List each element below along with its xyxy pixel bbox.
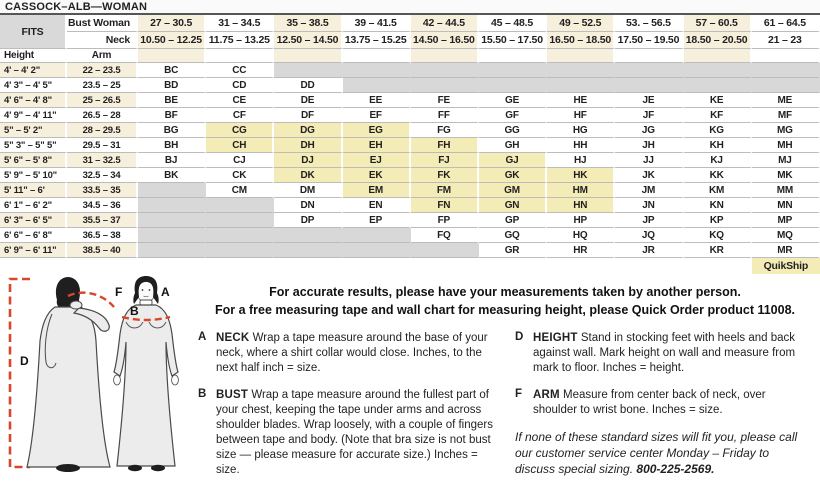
arm-range-cell: 22 – 23.5 [67,63,138,78]
size-code-cell: GE [479,93,547,108]
size-table-row [0,108,820,123]
size-code-cell: EM [343,183,411,198]
size-code-cell: FH [411,138,479,153]
quikship-legend: QuikShip [752,258,820,274]
bust-header-row [0,15,820,32]
column-stripe-cell [138,49,206,63]
arm-range-cell: 34.5 – 36 [67,198,138,213]
size-code-cell: CF [206,108,274,123]
column-stripe-cell [479,49,547,63]
size-code-cell: FJ [411,153,479,168]
size-code-cell: MP [752,213,820,228]
size-table-row [0,198,820,213]
unavailable-cell [343,63,411,78]
size-code-cell: HK [547,168,615,183]
intro-line-2: For a free measuring tape and wall chart for measuring height, please Quick Order product 11008. [214,302,796,317]
bust-range-cell: 45 – 48.5 [479,15,547,32]
size-code-cell: EP [343,213,411,228]
instruction-term: ARM [533,388,560,401]
neck-header-row [0,32,820,49]
column-stripe-cell [615,49,683,63]
instruction-term: NECK [216,332,250,344]
size-code-cell: EN [343,198,411,213]
unavailable-cell [274,63,342,78]
size-code-cell: DN [274,198,342,213]
neck-row-label: Neck [67,32,138,49]
instruction-letter: B [198,387,207,400]
measuring-section [0,276,820,477]
height-range-cell: 4' – 4' 2" [0,63,67,78]
instructions-column [196,276,820,477]
size-code-cell: CD [206,78,274,93]
size-code-cell: FP [411,213,479,228]
size-code-cell: ME [752,93,820,108]
size-code-cell: DM [274,183,342,198]
instruction-letter: F [515,387,523,400]
bust-range-cell: 31 – 34.5 [206,15,274,32]
unavailable-cell [138,213,206,228]
instruction-bust [198,388,495,479]
size-code-cell: JH [615,138,683,153]
bust-range-cell: 53. – 56.5 [615,15,683,32]
size-chart-table [0,15,820,274]
figure-front-hand-left [114,375,121,385]
arm-range-cell: 38.5 – 40 [67,243,138,258]
figure-back-robe [27,307,110,467]
unavailable-cell [138,198,206,213]
size-code-cell: EE [343,93,411,108]
size-code-cell: JM [615,183,683,198]
unavailable-cell [343,78,411,93]
size-code-cell: DH [274,138,342,153]
bust-range-cell: 35 – 38.5 [274,15,342,32]
unavailable-cell [138,183,206,198]
figure-front-eye-right [149,289,151,291]
unavailable-cell [343,228,411,243]
unavailable-cell [206,198,274,213]
bust-row-label: Bust Woman [67,15,138,32]
size-code-cell: MM [752,183,820,198]
size-code-cell: JE [615,93,683,108]
size-code-cell: MH [752,138,820,153]
size-code-cell: HF [547,108,615,123]
instruction-text: Wrap a tape measure around the base of your neck, where a shirt collar would close. Inches, to the next half inch = size. [216,332,488,375]
arm-range-cell: 35.5 – 37 [67,213,138,228]
size-code-cell: JK [615,168,683,183]
label-f: F [115,285,123,299]
bust-range-cell: 39 – 41.5 [343,15,411,32]
special-sizing-text: If none of these standard sizes will fit you, please call our customer service center Monday – Friday to discuss special sizing. [515,429,798,477]
size-code-cell: MK [752,168,820,183]
size-code-cell: JG [615,123,683,138]
height-range-cell: 5' 11" – 6' [0,183,67,198]
unavailable-cell [615,63,683,78]
figure-front-hand-right [172,375,179,385]
size-table-row [0,78,820,93]
size-code-cell: GN [479,198,547,213]
size-code-cell: CJ [206,153,274,168]
height-measure-line [10,279,30,467]
definitions-left-column [198,331,495,482]
size-code-cell: GM [479,183,547,198]
neck-range-cell: 21 – 23 [752,32,820,49]
size-code-cell: KF [684,108,752,123]
height-range-cell: 4' 6" – 4' 8" [0,93,67,108]
quikship-row [0,258,820,274]
size-code-cell: FG [411,123,479,138]
size-code-cell: CM [206,183,274,198]
size-table-row [0,213,820,228]
height-range-cell: 4' 9" – 4' 11" [0,108,67,123]
unavailable-cell [206,243,274,258]
size-code-cell: CE [206,93,274,108]
size-code-cell: HJ [547,153,615,168]
size-code-cell: KM [684,183,752,198]
size-code-cell: MN [752,198,820,213]
measurement-diagram [0,276,196,475]
unavailable-cell [547,78,615,93]
size-code-cell: JF [615,108,683,123]
size-code-cell: HN [547,198,615,213]
size-code-cell: HP [547,213,615,228]
unavailable-cell [684,63,752,78]
unavailable-cell [274,228,342,243]
unavailable-cell [479,63,547,78]
figure-front-foot-left [128,465,142,471]
unavailable-cell [684,78,752,93]
arm-range-cell: 31 – 32.5 [67,153,138,168]
size-code-cell: EJ [343,153,411,168]
unavailable-cell [411,63,479,78]
size-code-cell: EH [343,138,411,153]
size-code-cell: FM [411,183,479,198]
size-table-row [0,93,820,108]
height-range-cell: 4' 3" – 4' 5" [0,78,67,93]
size-code-cell: MJ [752,153,820,168]
size-code-cell: BK [138,168,206,183]
size-code-cell: FE [411,93,479,108]
neck-range-cell: 14.50 – 16.50 [411,32,479,49]
size-code-cell: DP [274,213,342,228]
size-table-row [0,183,820,198]
instruction-text: Measure from center back of neck, over shoulder to wrist bone. Inches = size. [533,388,766,416]
unavailable-cell [547,63,615,78]
size-code-cell: JP [615,213,683,228]
size-code-cell: BE [138,93,206,108]
instruction-text: Wrap a tape measure around the fullest part of your chest, keeping the tape under arms and across shoulder blades. Wrap loosely, with a couple of fingers between tape and body. (Note that bra size is not bust size — please measure for accurate size.) Inches = size. [216,388,494,477]
height-arm-header-row [0,49,820,63]
unavailable-cell [411,243,479,258]
unavailable-cell [479,78,547,93]
size-code-cell: CC [206,63,274,78]
size-code-cell: HH [547,138,615,153]
size-table-row [0,63,820,78]
column-stripe-cell [547,49,615,63]
definitions-right-column [515,331,812,482]
size-code-cell: KG [684,123,752,138]
size-code-cell: MR [752,243,820,258]
neck-range-cell: 10.50 – 12.25 [138,32,206,49]
size-code-cell: GJ [479,153,547,168]
figure-front-view [114,276,179,471]
neck-range-cell: 18.50 – 20.50 [684,32,752,49]
size-code-cell: CH [206,138,274,153]
customer-service-phone: 800-225-2569. [636,462,715,477]
neck-range-cell: 17.50 – 19.50 [615,32,683,49]
unavailable-cell [752,63,820,78]
size-code-cell: GF [479,108,547,123]
size-code-cell: KH [684,138,752,153]
measure-definitions [198,331,812,482]
size-code-cell: KQ [684,228,752,243]
size-code-cell: HR [547,243,615,258]
size-code-cell: GQ [479,228,547,243]
size-table-row [0,168,820,183]
bust-range-cell: 49 – 52.5 [547,15,615,32]
figure-back-feet [56,464,80,472]
column-stripe-cell [274,49,342,63]
size-code-cell: HQ [547,228,615,243]
size-table-row [0,243,820,258]
height-range-cell: 6' 1" – 6' 2" [0,198,67,213]
height-range-cell: 5' 9" – 5' 10" [0,168,67,183]
size-code-cell: FF [411,108,479,123]
height-range-cell: 5" – 5' 2" [0,123,67,138]
size-code-cell: BG [138,123,206,138]
size-code-cell: JQ [615,228,683,243]
size-code-cell: KN [684,198,752,213]
size-code-cell: KK [684,168,752,183]
label-a: A [161,285,170,299]
height-range-cell: 6' 6" – 6' 8" [0,228,67,243]
size-code-cell: HM [547,183,615,198]
arm-range-cell: 32.5 – 34 [67,168,138,183]
unavailable-cell [752,78,820,93]
size-code-cell: FN [411,198,479,213]
neck-range-cell: 12.50 – 14.50 [274,32,342,49]
column-stripe-cell [411,49,479,63]
size-code-cell: MQ [752,228,820,243]
column-stripe-cell [343,49,411,63]
arm-range-cell: 25 – 26.5 [67,93,138,108]
size-code-cell: GH [479,138,547,153]
neck-range-cell: 15.50 – 17.50 [479,32,547,49]
size-code-cell: BJ [138,153,206,168]
unavailable-cell [138,228,206,243]
instruction-term: BUST [216,388,249,401]
special-sizing-note [515,429,812,478]
bust-range-cell: 61 – 64.5 [752,15,820,32]
unavailable-cell [274,243,342,258]
size-code-cell: KP [684,213,752,228]
instruction-letter: A [198,331,207,343]
size-code-cell: EG [343,123,411,138]
size-code-cell: DG [274,123,342,138]
instruction-letter: D [515,331,524,343]
bust-range-cell: 42 – 44.5 [411,15,479,32]
arm-range-cell: 28 – 29.5 [67,123,138,138]
size-code-cell: MF [752,108,820,123]
size-code-cell: KE [684,93,752,108]
arm-range-cell: 29.5 – 31 [67,138,138,153]
column-stripe-cell [206,49,274,63]
intro-text [198,284,812,319]
size-code-cell: BC [138,63,206,78]
size-code-cell: BH [138,138,206,153]
size-code-cell: JJ [615,153,683,168]
height-range-cell: 5' 6" – 5' 8" [0,153,67,168]
size-code-cell: FQ [411,228,479,243]
bust-range-cell: 57 – 60.5 [684,15,752,32]
unavailable-cell [615,78,683,93]
size-code-cell: JR [615,243,683,258]
arm-range-cell: 23.5 – 25 [67,78,138,93]
instruction-term: HEIGHT [533,332,578,344]
figure-front-collar [140,300,152,305]
size-code-cell: KR [684,243,752,258]
figure-front-robe [114,305,178,466]
neck-range-cell: 16.50 – 18.50 [547,32,615,49]
arm-column-label: Arm [67,49,138,63]
size-code-cell: KJ [684,153,752,168]
arm-range-cell: 33.5 – 35 [67,183,138,198]
arm-range-cell: 36.5 – 38 [67,228,138,243]
size-code-cell: BD [138,78,206,93]
size-code-cell: JN [615,198,683,213]
height-range-cell: 6' 9" – 6' 11" [0,243,67,258]
height-column-label: Height [0,49,67,63]
size-code-cell: FK [411,168,479,183]
unavailable-cell [411,78,479,93]
size-table-row [0,153,820,168]
figure-front-foot-right [151,465,165,471]
size-code-cell: MG [752,123,820,138]
size-code-cell: GP [479,213,547,228]
neck-range-cell: 11.75 – 13.25 [206,32,274,49]
unavailable-cell [343,243,411,258]
label-b: B [130,304,139,318]
size-code-cell: CG [206,123,274,138]
size-code-cell: HG [547,123,615,138]
page-title: CASSOCK–ALB—WOMAN [0,0,820,15]
fits-label: FITS [0,15,67,49]
unavailable-cell [138,243,206,258]
figure-back-view [27,277,114,472]
size-table-row [0,138,820,153]
instruction-neck [198,331,495,377]
measurement-figure [0,276,196,470]
instruction-text: Stand in stocking feet with heels and back against wall. Mark height on wall and measure from mark to floor. Inches = height. [533,332,796,375]
height-range-cell: 6' 3" – 6' 5" [0,213,67,228]
unavailable-cell [206,213,274,228]
size-code-cell: EK [343,168,411,183]
label-d: D [20,354,29,368]
size-code-cell: HE [547,93,615,108]
size-code-cell: DD [274,78,342,93]
size-table-row [0,123,820,138]
column-stripe-cell [752,49,820,63]
instruction-height [515,331,812,377]
size-code-cell: GG [479,123,547,138]
size-code-cell: GR [479,243,547,258]
size-code-cell: GK [479,168,547,183]
size-code-cell: EF [343,108,411,123]
column-stripe-cell [684,49,752,63]
unavailable-cell [206,228,274,243]
size-code-cell: DJ [274,153,342,168]
figure-back-hand [70,301,82,309]
size-code-cell: DF [274,108,342,123]
intro-line-1: For accurate results, please have your measurements taken by another person. [269,285,741,299]
size-code-cell: CK [206,168,274,183]
size-code-cell: DK [274,168,342,183]
size-code-cell: BF [138,108,206,123]
neck-range-cell: 13.75 – 15.25 [343,32,411,49]
instruction-arm [515,388,812,418]
figure-front-eye-left [142,289,144,291]
arm-range-cell: 26.5 – 28 [67,108,138,123]
bust-range-cell: 27 – 30.5 [138,15,206,32]
height-range-cell: 5" 3" – 5" 5" [0,138,67,153]
quikship-spacer [0,258,752,274]
size-table-row [0,228,820,243]
size-code-cell: DE [274,93,342,108]
